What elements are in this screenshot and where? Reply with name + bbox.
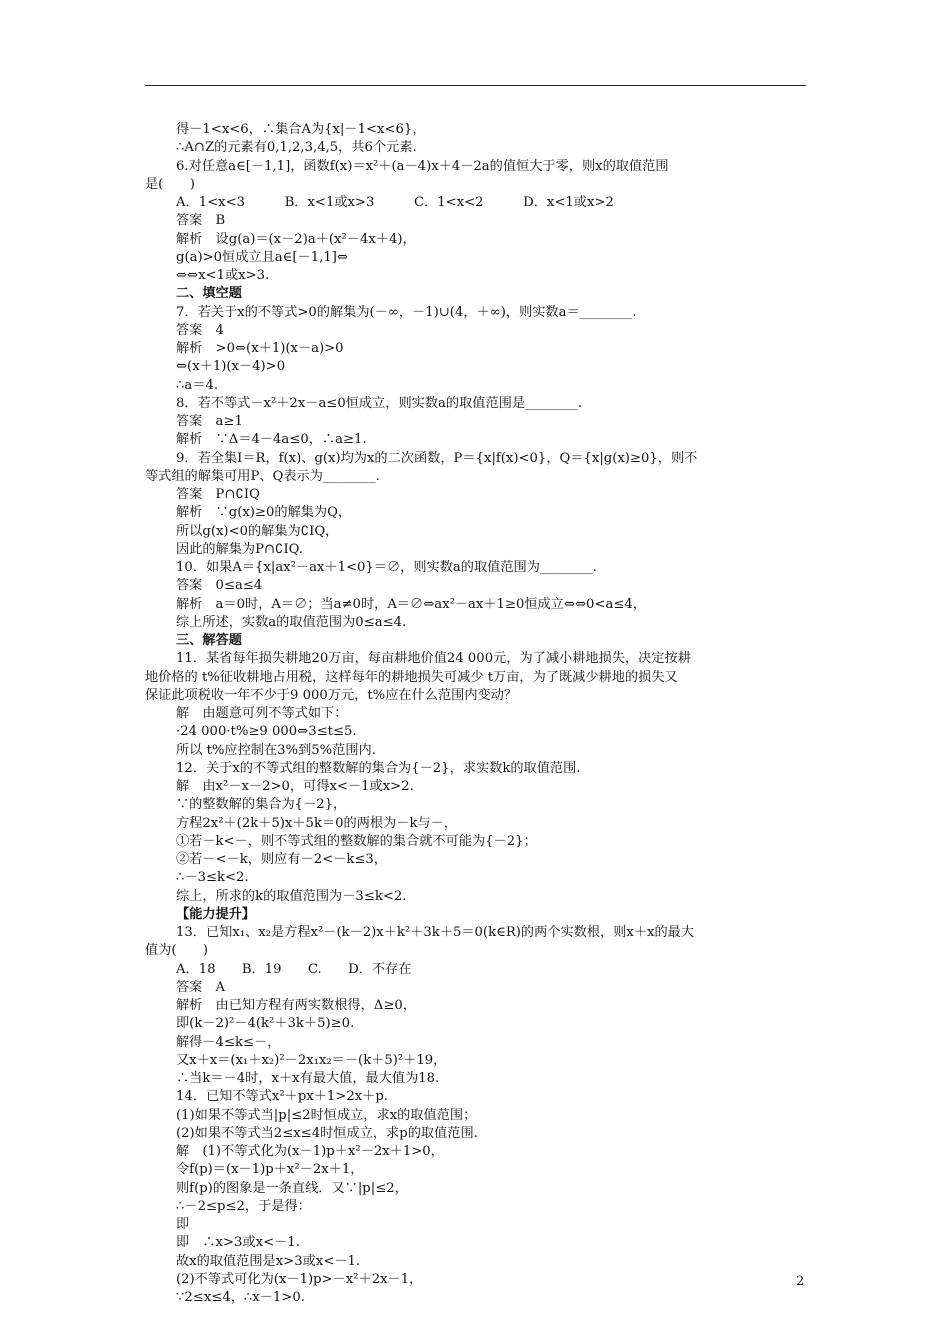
- section-heading: 三、解答题: [176, 633, 242, 648]
- text-line: 答案 B: [176, 213, 226, 229]
- text-line: 解 (1)不等式化为(x－1)p＋x²－2x＋1>0，: [176, 1144, 444, 1159]
- text-line: 所以g(x)<0的解集为∁IQ，: [176, 523, 339, 539]
- text-line: ∴a＝4.: [176, 377, 219, 393]
- text-line: ∵的整数解的集合为{－2}，: [176, 797, 347, 813]
- text-line: 6.对任意a∈[－1,1]，函数f(x)＝x²＋(a－4)x＋4－2a的值恒大于零，则x的取值范围: [176, 158, 669, 174]
- text-line: 答案 4: [176, 322, 224, 338]
- page-body: [145, 121, 807, 1307]
- text-line: (1)如果不等式当|p|≤2时恒成立，求x的取值范围；: [176, 1107, 477, 1123]
- text-line: 等式组的解集可用P、Q表示为________.: [145, 468, 380, 484]
- text-line: 答案 0≤a≤4: [176, 578, 263, 594]
- text-line: 即 ∴x>3或x<－1.: [176, 1235, 300, 1251]
- text-line: ∴当k＝－4时，x＋x有最大值，最大值为18.: [176, 1071, 440, 1086]
- text-line: (2)不等式可化为(x－1)p>－x²＋2x－1，: [176, 1271, 423, 1287]
- text-line: 又x＋x＝(x₁＋x₂)²－2x₁x₂＝－(k＋5)²＋19，: [176, 1052, 447, 1068]
- text-line: ②若－<－k，则应有－2<－k≤3，: [176, 852, 387, 867]
- text-line: 10．如果A＝{x|ax²－ax＋1<0}＝∅，则实数a的取值范围为________.: [176, 560, 597, 575]
- text-line: (2)如果不等式当2≤x≤4时恒成立，求p的取值范围.: [176, 1125, 478, 1141]
- text-line: 解析 由已知方程有两实数根得，Δ≥0，: [176, 998, 416, 1013]
- text-line: 11．某省每年损失耕地20万亩，每亩耕地价值24 000元，为了减小耕地损失，决定按耕: [176, 651, 691, 667]
- text-line: 则f(p)的图象是一条直线．又∵|p|≤2，: [176, 1180, 408, 1196]
- text-line: 保证此项税收一年不少于9 000万元，t%应在什么范围内变动？: [145, 687, 518, 703]
- text-line: ∴A∩Z的元素有0,1,2,3,4,5，共6个元素.: [176, 140, 417, 156]
- text-line: 是( ): [145, 176, 195, 192]
- text-line: 8．若不等式－x²＋2x－a≤0恒成立，则实数a的取值范围是________.: [176, 395, 582, 411]
- text-line: A．1<x<3 B．x<1或x>3 C．1<x<2 D．x<1或x>2: [176, 195, 614, 210]
- text-line: 12．关于x的不等式组的整数解的集合为{－2}，求实数k的取值范围.: [176, 760, 581, 776]
- header-rule: [145, 85, 806, 86]
- text-line: g(a)>0恒成立且a∈[－1,1]⇔: [176, 249, 348, 265]
- text-line: 所以 t%应控制在3%到5%范围内.: [176, 742, 376, 758]
- text-line: 解析 ∵g(x)≥0的解集为Q，: [176, 505, 352, 521]
- text-line: 14．已知不等式x²＋px＋1>2x＋p.: [176, 1089, 388, 1105]
- text-line: 综上所述，实数a的取值范围为0≤a≤4.: [176, 614, 407, 630]
- section-heading: 【能力提升】: [176, 906, 256, 922]
- text-line: ∵2≤x≤4，∴x－1>0.: [176, 1290, 305, 1305]
- text-line: 方程2x²＋(2k＋5)x＋5k＝0的两根为－k与－，: [176, 815, 457, 831]
- text-line: 答案 a≥1: [176, 414, 243, 429]
- text-line: 故x的取值范围是x>3或x<－1.: [176, 1253, 361, 1269]
- text-line: 7．若关于x的不等式>0的解集为(－∞，－1)∪(4，＋∞)，则实数a＝________.: [176, 304, 637, 320]
- text-line: 得－1<x<6，∴集合A为{x|－1<x<6}，: [176, 122, 426, 137]
- text-line: ⇔⇔x<1或x>3.: [176, 268, 270, 283]
- section-heading: 二、填空题: [176, 286, 242, 302]
- text-line: 解析 ∵Δ＝4－4a≤0，∴a≥1.: [176, 432, 367, 448]
- text-line: 答案 A: [176, 979, 226, 995]
- text-line: ①若－k<－，则不等式组的整数解的集合就不可能为{－2}；: [176, 833, 537, 849]
- text-line: 解 由题意可列不等式如下：: [176, 706, 348, 721]
- text-line: 综上，所求的k的取值范围为－3≤k<2.: [176, 888, 407, 904]
- text-line: 令f(p)＝(x－1)p＋x²－2x＋1，: [176, 1162, 364, 1178]
- text-line: 解 由x²－x－2>0，可得x<－1或x>2.: [176, 779, 414, 794]
- text-line: 解析 >0⇔(x＋1)(x－a)>0: [176, 341, 344, 356]
- text-line: ·24 000·t%≥9 000⇔3≤t≤5.: [176, 724, 357, 740]
- text-line: 9．若全集I＝R，f(x)、g(x)均为x的二次函数，P＝{x|f(x)<0}，Q＝{x|g(x)≥0}，则不: [176, 450, 698, 466]
- text-line: 解得－4≤k≤－，: [176, 1034, 281, 1050]
- text-line: 因此的解集为P∩∁IQ.: [176, 541, 303, 557]
- text-line: ∴－3≤k<2.: [176, 870, 249, 886]
- text-line: A．18 B．19 C. D．不存在: [176, 961, 412, 977]
- text-line: 值为( ): [145, 943, 209, 959]
- text-line: 解析 设g(a)＝(x－2)a＋(x²－4x＋4)，: [176, 231, 416, 247]
- text-line: ∴－2≤p≤2，于是得：: [176, 1198, 311, 1214]
- text-line: 13．已知x₁、x₂是方程x²－(k－2)x＋k²＋3k＋5＝0(k∈R)的两个实数根，则x＋x的最大: [176, 925, 695, 940]
- text-line: 即(k－2)²－4(k²＋3k＋5)≥0.: [176, 1016, 355, 1032]
- text-line: 解析 a＝0时，A＝∅；当a≠0时，A＝∅⇔ax²－ax＋1≥0恒成立⇔⇔0<a≤4，: [176, 596, 646, 612]
- text-line: ⇔(x＋1)(x－4)>0: [176, 359, 286, 375]
- page-number: 2: [796, 1274, 805, 1289]
- text-line: 即: [176, 1217, 190, 1232]
- text-line: 地价格的 t%征收耕地占用税，这样每年的耕地损失可减少 t万亩，为了既减少耕地的损失又: [145, 669, 678, 685]
- text-line: 答案 P∩∁IQ: [176, 487, 260, 502]
